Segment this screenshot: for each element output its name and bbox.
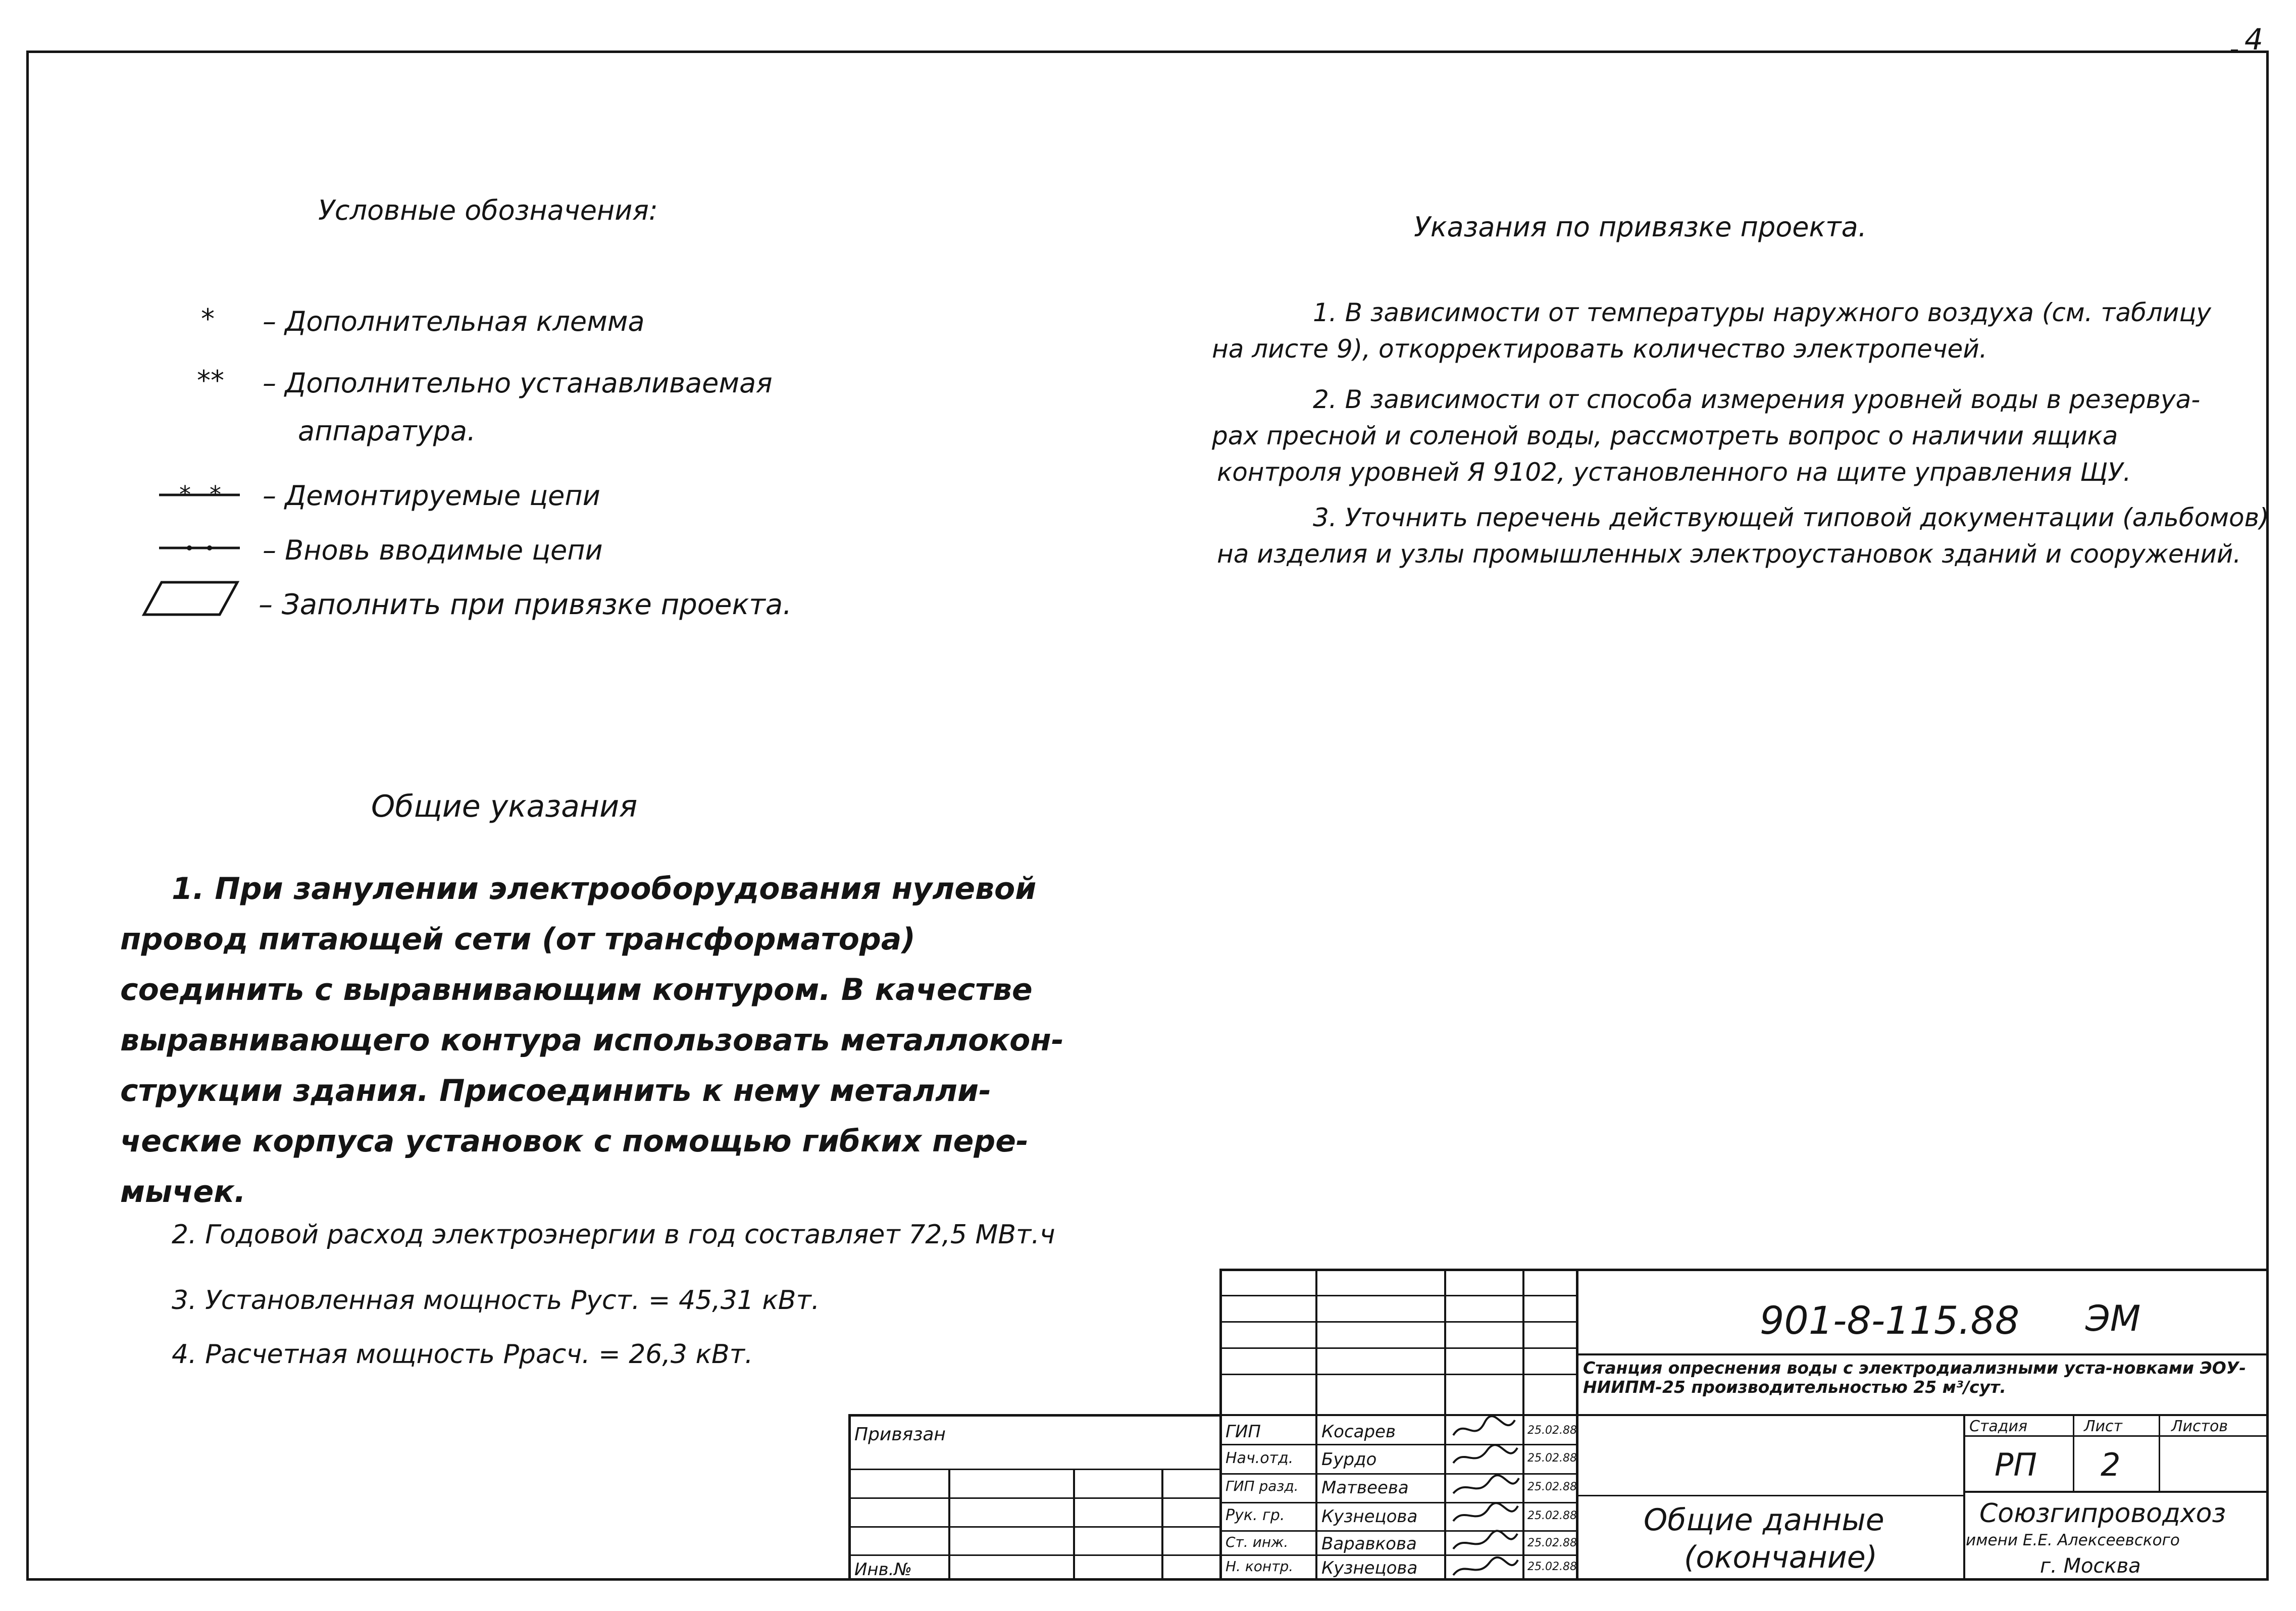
name-1: Косарев (1321, 1422, 1396, 1442)
binding-line-1: 1. В зависимости от температуры наружного воздуха (см. таблицу (1313, 298, 2212, 327)
sheet-label: Лист (2084, 1418, 2123, 1435)
general-line-1: 1. При занулении электрооборудования нулевой (172, 871, 1037, 907)
legend-symbol-double-asterisk: ** (197, 365, 224, 396)
date-4: 25.02.88 (1527, 1509, 1577, 1522)
date-3: 25.02.88 (1527, 1481, 1577, 1493)
role-n-kontr: Н. контр. (1226, 1558, 1294, 1575)
page-number: 4 (2244, 22, 2263, 57)
role-gip: ГИП (1226, 1422, 1261, 1442)
general-line-4: выравнивающего контура использовать металлокон- (120, 1023, 1064, 1058)
parallelogram-icon (141, 578, 242, 619)
legend-item-additional-equipment: – Дополнительно устанавливаемая (263, 367, 773, 399)
role-gip-razd: ГИП разд. (1226, 1478, 1299, 1494)
stage-label: Стадия (1969, 1418, 2028, 1435)
name-5: Варавкова (1321, 1534, 1417, 1554)
designation-code: ЭМ (2085, 1298, 2141, 1339)
general-line-2: провод питающей сети (от трансформатора) (120, 922, 915, 957)
sheet-title-1: Общие данные (1644, 1502, 1884, 1538)
binding-line-2: на листе 9), откорректировать количество электропечей. (1212, 334, 1987, 364)
name-2: Бурдо (1321, 1449, 1377, 1470)
name-4: Кузнецова (1321, 1506, 1418, 1527)
name-3: Матвеева (1321, 1478, 1409, 1498)
org-city: г. Москва (2040, 1554, 2141, 1578)
role-st-inzh: Ст. инж. (1226, 1534, 1289, 1550)
legend-item-new-circuits: – Вновь вводимые цепи (263, 534, 603, 566)
binding-line-6: 3. Уточнить перечень действующей типовой документации (альбомов) (1313, 503, 2269, 532)
sheet-value: 2 (2101, 1446, 2121, 1483)
general-title: Общие указания (371, 789, 638, 824)
privyazan-label: Привязан (854, 1424, 946, 1445)
general-line-9: 3. Установленная мощность Руст. = 45,31 кВт. (172, 1285, 820, 1316)
role-nach-otd: Нач.отд. (1226, 1449, 1294, 1467)
signatures-icon (1449, 1413, 1522, 1579)
general-line-8: 2. Годовой расход электроэнергии в год составляет 72,5 МВт.ч (172, 1220, 1055, 1250)
object-name: Станция опреснения воды с электродиализными уста-новками ЭОУ-НИИПМ-25 производительностью 25 м³/сут. (1583, 1358, 2246, 1397)
binding-line-7: на изделия и узлы промышленных электроустановок зданий и сооружений. (1217, 539, 2241, 569)
svg-text:*: * (210, 485, 221, 505)
date-6: 25.02.88 (1527, 1560, 1577, 1573)
general-line-5: струкции здания. Присоединить к нему металли- (120, 1073, 991, 1109)
org-name-2: имени Е.Е. Алексеевского (1966, 1531, 2180, 1549)
sheet-title-2: (окончание) (1684, 1540, 1878, 1575)
legend-title: Условные обозначения: (318, 194, 658, 226)
legend-item-equipment-cont: аппаратура. (298, 415, 476, 447)
general-line-6: ческие корпуса установок с помощью гибких пере- (120, 1124, 1029, 1159)
date-5: 25.02.88 (1527, 1537, 1577, 1549)
binding-stamp (848, 1414, 1222, 1581)
legend-item-additional-terminal: – Дополнительная клемма (263, 306, 645, 337)
general-line-10: 4. Расчетная мощность Ррасч. = 26,3 кВт. (172, 1339, 753, 1370)
binding-line-4: рах пресной и соленой воды, рассмотреть вопрос о наличии ящика (1212, 421, 2118, 450)
demounted-line-icon (159, 485, 240, 505)
date-1: 25.02.88 (1527, 1424, 1577, 1437)
binding-line-3: 2. В зависимости от способа измерения уровней воды в резервуа- (1313, 385, 2201, 414)
legend-symbol-asterisk: * (201, 303, 215, 335)
designation: 901-8-115.88 (1760, 1298, 2020, 1343)
stage-value: РП (1995, 1446, 2037, 1483)
inventory-number-label: Инв.№ (854, 1559, 912, 1580)
binding-line-5: контроля уровней Я 9102, установленного на щите управления ЩУ. (1217, 458, 2131, 487)
svg-text:*: * (179, 485, 191, 505)
legend-item-fill-on-binding: – Заполнить при привязке проекта. (259, 588, 792, 621)
legend-item-demounted: – Демонтируемые цепи (263, 480, 600, 512)
title-block (1219, 1269, 2269, 1581)
general-line-3: соединить с выравнивающим контуром. В качестве (120, 972, 1033, 1008)
binding-title: Указания по привязке проекта. (1414, 211, 1867, 243)
general-line-7: мычек. (120, 1174, 246, 1210)
role-ruk-gr: Рук. гр. (1226, 1506, 1285, 1524)
org-name: Союзгипроводхоз (1979, 1498, 2226, 1529)
date-2: 25.02.88 (1527, 1452, 1577, 1465)
new-circuit-line-icon (159, 540, 240, 556)
name-6: Кузнецова (1321, 1558, 1418, 1578)
sheets-label: Листов (2171, 1418, 2228, 1435)
